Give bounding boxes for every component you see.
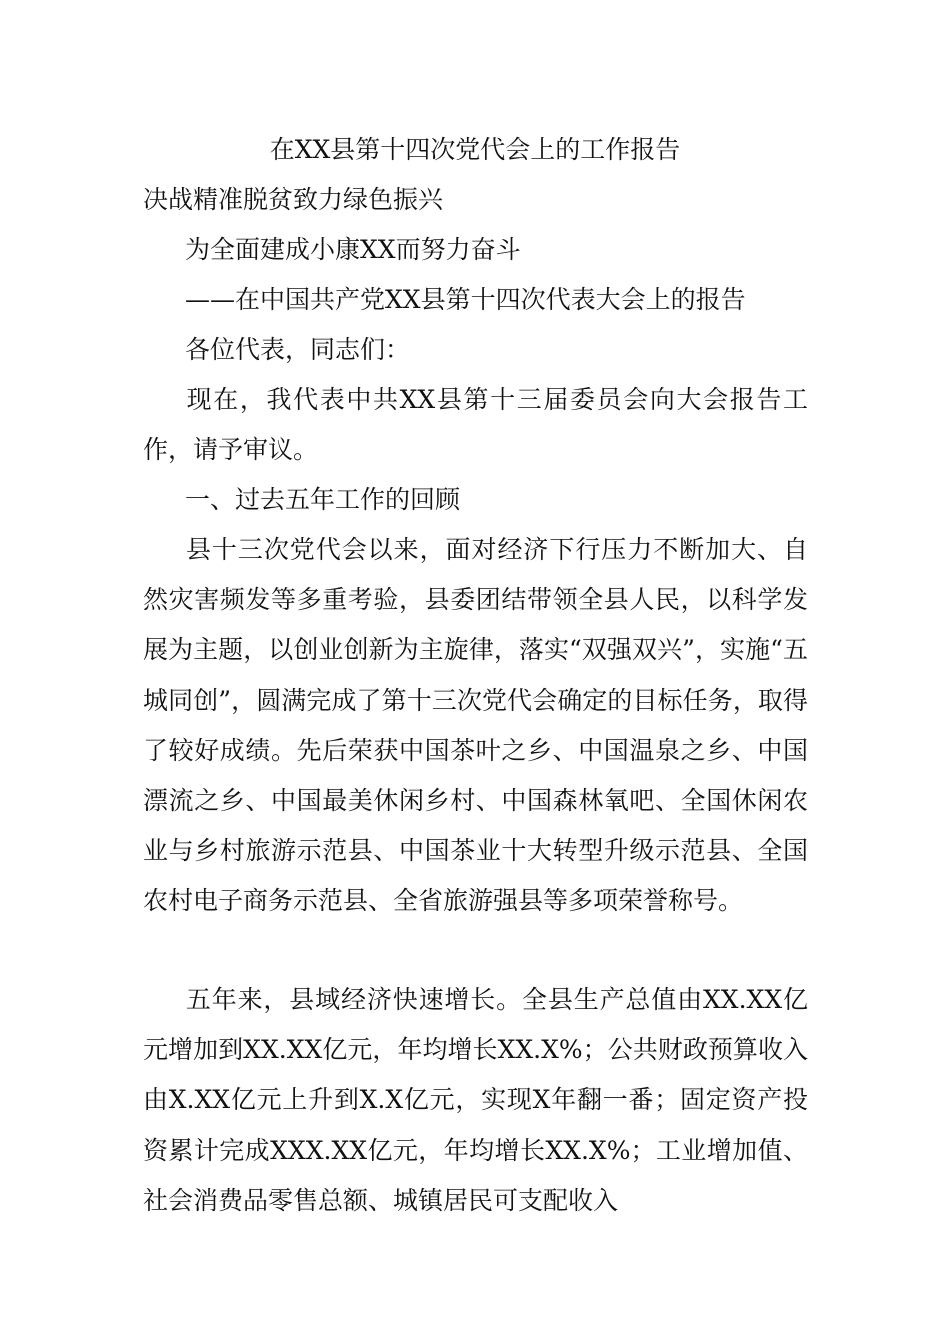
paragraph-review [143, 525, 808, 927]
section-heading: 一、过去五年工作的回顾 [185, 485, 461, 514]
paragraph-intro-text: 现在，我代表中共XX县第十三届委员会向大会报告工作，请予审议。 [143, 385, 808, 465]
salutation: 各位代表，同志们： [185, 335, 411, 364]
subtitle-line-2: 为全面建成小康XX而努力奋斗 [185, 235, 521, 264]
subtitle-line: 决战精准脱贫致力绿色振兴 [143, 185, 444, 214]
paragraph-review-text: 县十三次党代会以来，面对经济下行压力不断加大、自然灾害频发等多重考验，县委团结带领全县人民，以科学发展为主题，以创业创新为主旋律，落实“双强双兴”，实施“五城同创”，圆满完成了第十三次党代会确定的目标任务，取得了较好成绩。先后荣获中国茶叶之乡、中国温泉之乡、中国漂流之乡、中国最美休闲乡村、中国森林氧吧、全国休闲农业与乡村旅游示范县、中国茶业十大转型升级示范县、全国农村电子商务示范县、全省旅游强县等多项荣誉称号。 [143, 535, 808, 916]
paragraph-economy-text: 五年来，县域经济快速增长。全县生产总值由XX.XX亿元增加到XX.XX亿元，年均增长XX.X%；公共财政预算收入由X.XX亿元上升到X.X亿元，实现X年翻一番；固定资产投资累计完成XXX.XX亿元，年均增长XX.X%；工业增加值、社会消费品零售总额、城镇居民可支配收入 [143, 985, 808, 1215]
report-byline: ——在中国共产党XX县第十四次代表大会上的报告 [185, 285, 746, 314]
paragraph-intro [143, 375, 808, 475]
paragraph-economy [143, 975, 808, 1226]
document-title: 在XX县第十四次党代会上的工作报告 [269, 135, 681, 164]
